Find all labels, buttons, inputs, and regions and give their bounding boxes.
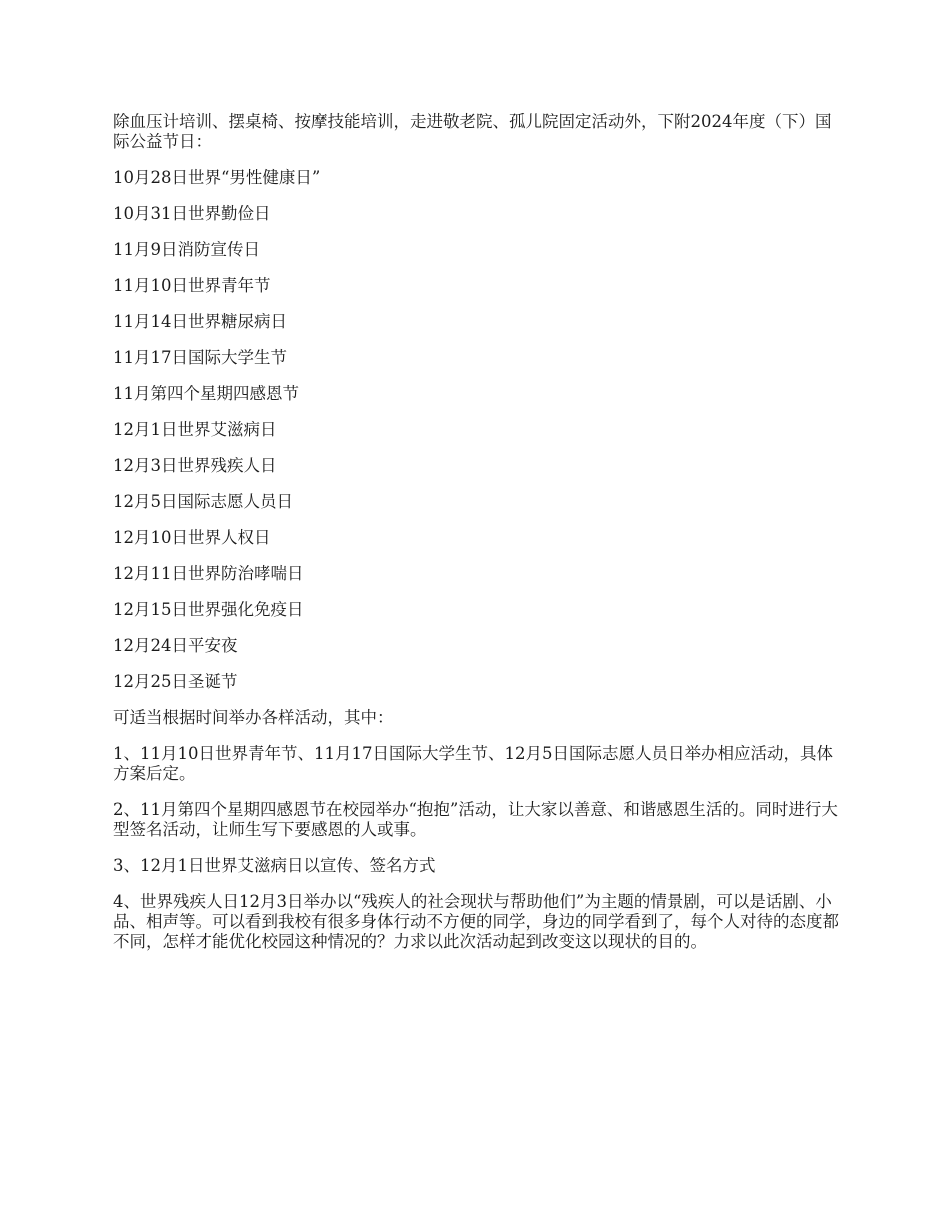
activity-item: 1、11月10日世界青年节、11月17日国际大学生节、12月5日国际志愿人员日举办相应活动，具体方案后定。 <box>113 744 833 783</box>
festival-date-item: 12月24日平安夜 <box>113 636 238 655</box>
document-page <box>113 112 843 968</box>
festival-date-item: 10月28日世界“男性健康日” <box>113 168 321 187</box>
festival-date-item: 11月10日世界青年节 <box>113 276 271 295</box>
festival-date-item: 12月11日世界防治哮喘日 <box>113 564 304 583</box>
festival-date-item: 12月3日世界残疾人日 <box>113 456 277 475</box>
festival-date-item: 11月9日消防宣传日 <box>113 240 260 259</box>
intro-paragraph: 除血压计培训、摆桌椅、按摩技能培训，走进敬老院、孤儿院固定活动外，下附2024年度（下）国际公益节日： <box>113 112 832 151</box>
festival-date-item: 12月10日世界人权日 <box>113 528 271 547</box>
festival-date-item: 12月25日圣诞节 <box>113 672 238 691</box>
activity-item: 2、11月第四个星期四感恩节在校园举办“抱抱”活动，让大家以善意、和谐感恩生活的。同时进行大型签名活动，让师生写下要感恩的人或事。 <box>113 800 838 839</box>
festival-date-item: 11月第四个星期四感恩节 <box>113 384 299 403</box>
festival-date-item: 12月5日国际志愿人员日 <box>113 492 293 511</box>
activity-list <box>113 744 843 952</box>
activity-item: 4、世界残疾人日12月3日举办以“残疾人的社会现状与帮助他们”为主题的情景剧，可以是话剧、小品、相声等。可以看到我校有很多身体行动不方便的同学，身边的同学看到了，每个人对待的态度都不同，怎样才能优化校园这种情况的？力求以此次活动起到改变这以现状的目的。 <box>113 892 839 951</box>
festival-date-item: 11月14日世界糖尿病日 <box>113 312 287 331</box>
festival-date-item: 12月15日世界强化免疫日 <box>113 600 304 619</box>
activity-item: 3、12月1日世界艾滋病日以宣传、签名方式 <box>113 856 436 875</box>
festival-date-item: 10月31日世界勤俭日 <box>113 204 271 223</box>
festival-date-list <box>113 168 843 692</box>
festival-date-item: 12月1日世界艾滋病日 <box>113 420 277 439</box>
festival-date-item: 11月17日国际大学生节 <box>113 348 287 367</box>
activities-lead: 可适当根据时间举办各样活动，其中： <box>113 708 394 727</box>
